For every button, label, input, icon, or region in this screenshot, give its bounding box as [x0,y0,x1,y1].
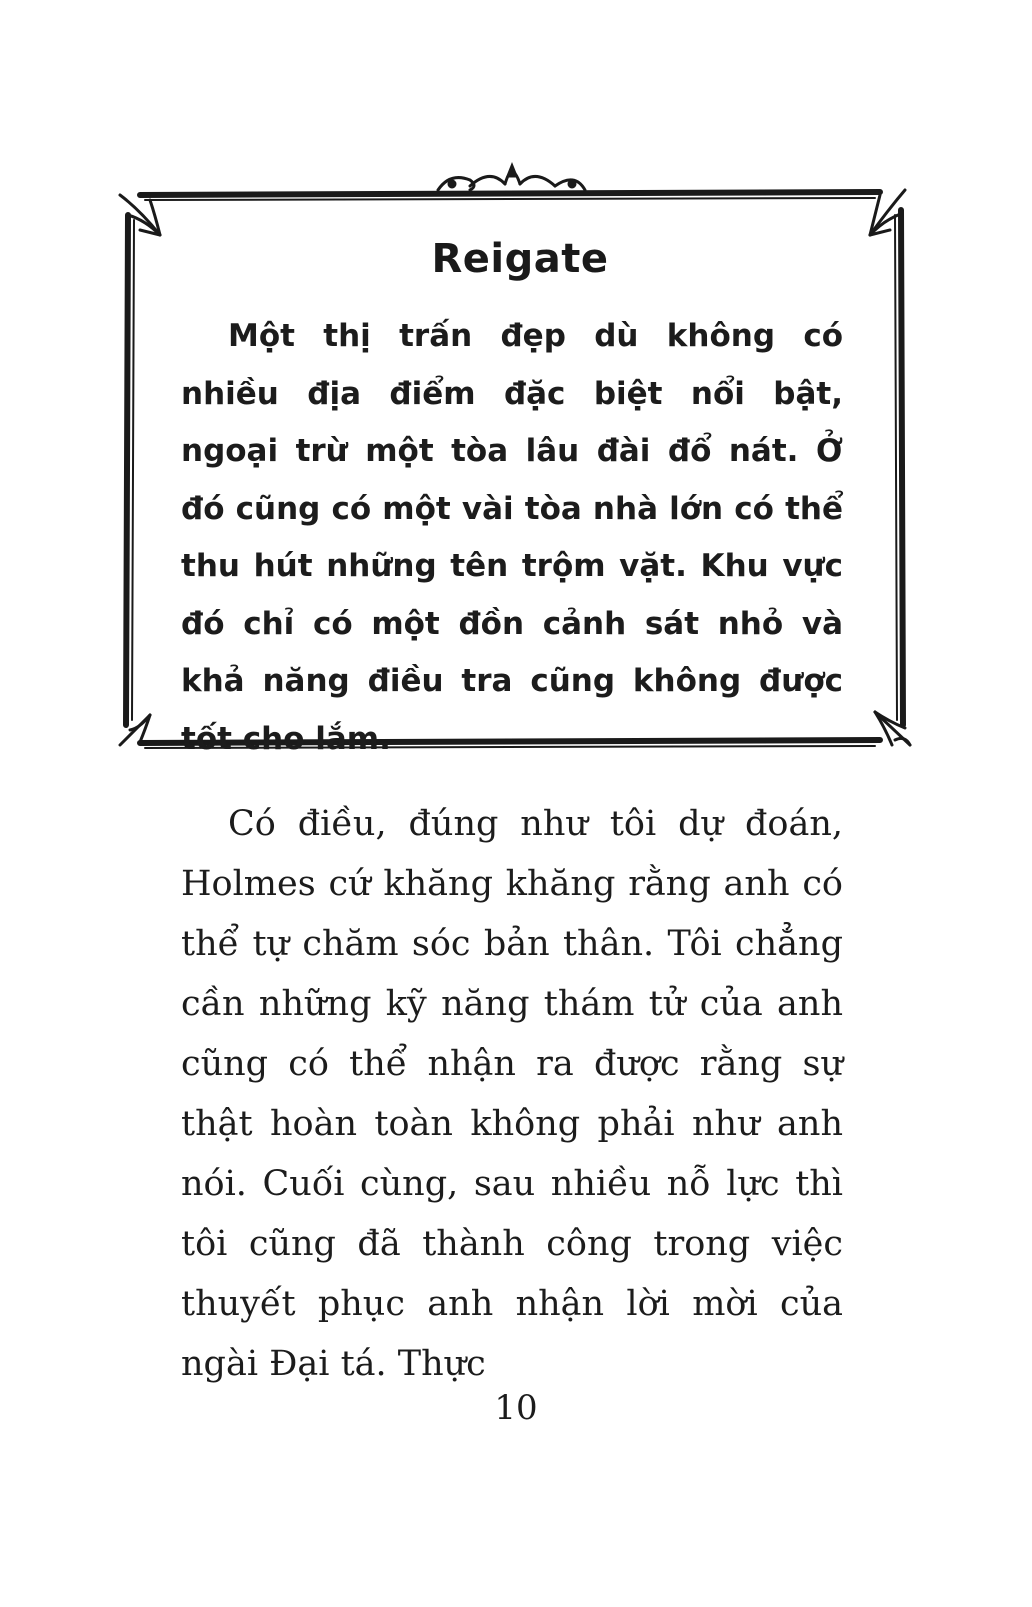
page-number: 10 [494,1388,538,1428]
info-box-title: Reigate [431,236,609,282]
body-paragraph: Có điều, đúng như tôi dự đoán, Holmes cứ khăng khăng rằng anh có thể tự chăm sóc bản thân. Tôi chẳng cần những kỹ năng thám tử của anh cũng có thể nhận ra được rằng sự thật hoàn toàn không phải như anh nói. Cuối cùng, sau nhiều nỗ lực thì tôi cũng đã thành công trong việc thuyết phục anh nhận lời mời của ngài Đại tá. Thực [181,804,843,1384]
info-box-text: Một thị trấn đẹp dù không có nhiều địa điểm đặc biệt nổi bật, ngoại trừ một tòa lâu đài đổ nát. Ở đó cũng có một vài tòa nhà lớn có thể thu hút những tên trộm vặt. Khu vực đó chỉ có một đồn cảnh sát nhỏ và khả năng điều tra cũng không được tốt cho lắm. [181,318,843,757]
top-ornament-icon [438,166,585,190]
